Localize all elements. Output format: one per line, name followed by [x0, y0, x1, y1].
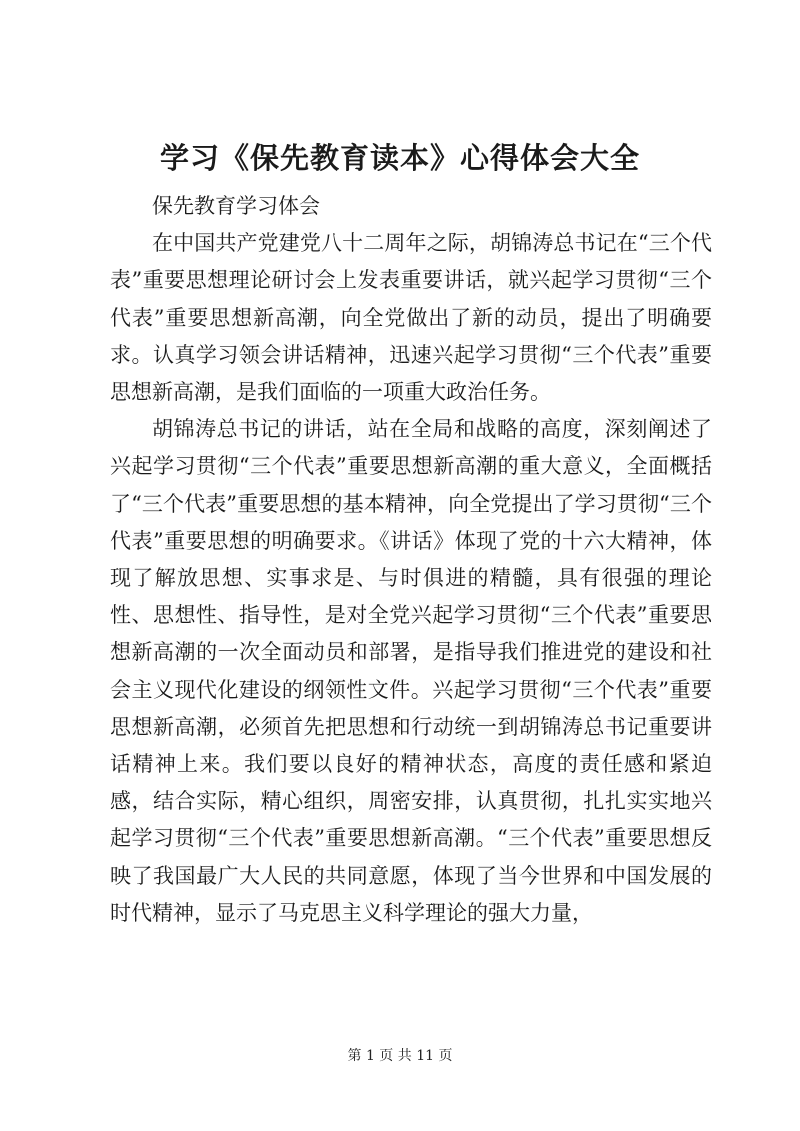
document-title: 学习《保先教育读本》心得体会大全	[159, 141, 640, 175]
document-body	[110, 188, 712, 932]
body-paragraph: 胡锦涛总书记的讲话，站在全局和战略的高度，深刻阐述了兴起学习贯彻“三个代表”重要思想新高潮的重大意义，全面概括了“三个代表”重要思想的基本精神，向全党提出了学习贯彻“三个代表”重要思想的明确要求。《讲话》体现了党的十六大精神，体现了解放思想、实事求是、与时俱进的精髓，具有很强的理论性、思想性、指导性，是对全党兴起学习贯彻“三个代表”重要思想新高潮的一次全面动员和部署，是指导我们推进党的建设和社会主义现代化建设的纲领性文件。兴起学习贯彻“三个代表”重要思想新高潮，必须首先把思想和行动统一到胡锦涛总书记重要讲话精神上来。我们要以良好的精神状态，高度的责任感和紧迫感，结合实际，精心组织，周密安排，认真贯彻，扎扎实实地兴起学习贯彻“三个代表”重要思想新高潮。“三个代表”重要思想反映了我国最广大人民的共同意愿，体现了当今世界和中国发展的时代精神，显示了马克思主义科学理论的强大力量，	[110, 417, 712, 925]
section-subtitle: 保先教育学习体会	[152, 194, 320, 218]
page-number: 第 1 页 共 11 页	[347, 1048, 453, 1064]
body-paragraph: 在中国共产党建党八十二周年之际，胡锦涛总书记在“三个代表”重要思想理论研讨会上发表重要讲话，就兴起学习贯彻“三个代表”重要思想新高潮，向全党做出了新的动员，提出了明确要求。认真学习领会讲话精神，迅速兴起学习贯彻“三个代表”重要思想新高潮，是我们面临的一项重大政治任务。	[110, 231, 712, 405]
